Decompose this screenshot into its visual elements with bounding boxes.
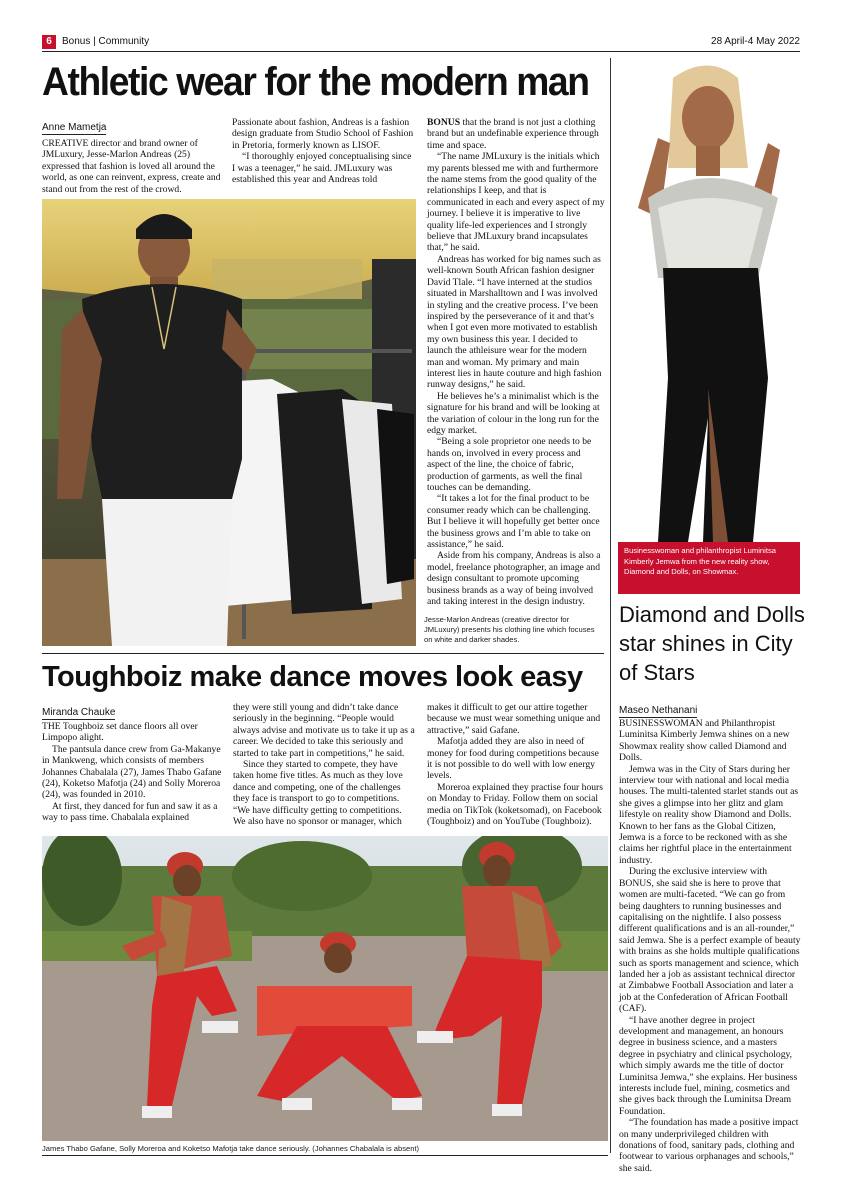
dance-crew-photo xyxy=(42,836,608,1141)
article2-byline xyxy=(42,702,115,720)
article2-headline: Toughboiz make dance moves look easy xyxy=(42,661,583,693)
paragraph: He believes he’s a minimalist which is the signature for his brand and will be looking at the variation of colour in the long run for the edgy market. xyxy=(427,390,600,436)
photo-illustration xyxy=(42,199,416,646)
byline-text: Anne Mametja xyxy=(42,122,107,133)
paragraph: Andreas has worked for big names such as well-known South African fashion designer David Tlale. “I have interned at the studios situated in Marshalltown and I was involved in styling and the creative process. I’ve been inspired by the perseverance of it and that’s when I got even more motivated to establish my own business this year. I decided to launch the athleisure wear for the modern man and woman. My primary and main interest lies in haute couture and high fashion runway designs,” he said. xyxy=(427,253,602,391)
paragraph: they were still young and didn’t take dance seriously in the beginning. “People would always advise and motivate us to take it up as a career. We decided to take this seriously and started to take part in competitions,” he said. xyxy=(233,702,415,759)
header-rule xyxy=(42,51,800,52)
issue-date: 28 April-4 May 2022 xyxy=(711,36,800,47)
sidebar-photo-caption: Businesswoman and philanthropist Luminitsa Kimberly Jemwa from the new reality show, Diamond and Dolls, on Showmax. xyxy=(618,542,800,594)
article1-photo-caption: Jesse-Marlon Andreas (creative director for JMLuxury) presents his clothing line which focuses on white and darker shades. xyxy=(424,615,595,644)
paragraph: Moreroa explained they practise four hours on Monday to Friday. Follow them on social media on TikTok (koketsomad), on Facebook (Toughboiz) and on YouTube (Toughboiz). xyxy=(427,781,603,828)
article2-col3 xyxy=(427,702,605,827)
paragraph: Since they started to compete, they have taken home five titles. As much as they love dance and competing, one of the challenges they face is transport to go to competitions. “We have difficulty getting to competitions. We also have no sponsor or manager, which xyxy=(233,759,403,828)
fashion-designer-photo xyxy=(42,199,416,646)
paragraph xyxy=(427,117,605,151)
byline-text: Maseo Nethanani xyxy=(619,705,698,716)
article2-photo-caption: James Thabo Gafane, Solly Moreroa and Koketso Mafotja take dance seriously. (Johannes Chabalala is absent) xyxy=(42,1144,420,1153)
byline-text: Miranda Chauke xyxy=(42,707,116,718)
paragraph: Jemwa was in the City of Stars during her interview tour with national and local media houses. The multi-talented starlet stands out as she gives a glimpse into her glitz and glam lifestyle on reality show Diamond and Dolls. Known to her fans as the Global Citizen, Jemwa is a force to be reckoned with as she claims her rightful place in the entertainment industry. xyxy=(619,763,799,866)
paragraph: THE Toughboiz set dance floors all over Limpopo alight. xyxy=(42,721,198,744)
article1-headline: Athletic wear for the modern man xyxy=(42,60,589,104)
paragraph: Aside from his company, Andreas is also a model, freelance photographer, an image and design consultant to promote upcoming business brands as a way of being involved and taking interest in the design industry. xyxy=(427,550,601,608)
paragraph: The pantsula dance crew from Ga-Makanye in Mankweng, which consists of members Johannes Chabalala (27), James Thabo Gafane (24), Koketso Mafotja (24) and Solly Moreroa (24), was founded in 2010. xyxy=(42,743,222,801)
photo-illustration xyxy=(42,836,608,1141)
paragraph: During the exclusive interview with BONUS, she said she is here to prove that women are multi-faceted. “We can go from being daughters to running businesses and capitalising on the nightlife. I also possess different qualifications and is an all-rounder,” said Jemwa. She is a perfect example of beauty with brains as she holds multiple qualifications such as sports management and science, which landed her a job as assistant technical director at Zimbabwe Football Association and later a job at the Confederation of African Football (CAF). xyxy=(619,866,801,1015)
article1-col2 xyxy=(232,117,414,185)
paragraph: makes it difficult to get our attire together because we must wear something unique and attractive,” said Gafane. xyxy=(427,702,601,736)
sidebar-body xyxy=(619,718,801,1174)
paragraph: Mafotja added they are also in need of money for food during competitions because it is not possible to do well with low energy levels. xyxy=(427,736,599,782)
paragraph: “The foundation has made a positive impact on many underprivileged children with donations of food, sanitary pads, clothing and footwear to various orphanages and schools,” she said. xyxy=(619,1117,799,1174)
article1-col3 xyxy=(427,117,605,607)
paragraph: Passionate about fashion, Andreas is a fashion design graduate from Studio School of Fashion in Pretoria, formerly known as LISOF. xyxy=(232,117,414,151)
article1-col1 xyxy=(42,138,222,195)
photo-illustration xyxy=(618,58,800,542)
bottom-rule xyxy=(42,1155,608,1156)
page-number: 6 xyxy=(42,35,56,49)
paragraph: CREATIVE director and brand owner of JMLuxury, Jesse-Marlon Andreas (25) expressed that fashion is loved all around the world, as one can reinvent, express, create and stand out from the rest of the crowd. xyxy=(42,138,221,195)
article2-col2 xyxy=(233,702,415,827)
column-divider xyxy=(610,58,611,1153)
paragraph: “Being a sole proprietor one needs to be hands on, involved in every process and aspect of the line, the choice of fabric, production of garments, as well the final touches can be demanding. xyxy=(427,436,592,493)
sidebar-headline: Diamond and Dolls star shines in City of Stars xyxy=(619,602,805,685)
section-rule xyxy=(42,653,604,654)
paragraph-text: that the brand is not just a clothing brand but an undefinable experience through time and space. xyxy=(427,117,599,151)
paragraph: “I have another degree in project development and management, an honours degree in business science, and a masters degree in psychiatry and clinical psychology, which simply awards me the title of doctor Luminitsa Jemwa,” she explains. Her business interests include fuel, mining, cosmetics and she gives back through the Luminitsa Dream Foundation. xyxy=(619,1014,798,1117)
celebrity-photo xyxy=(618,58,800,542)
paragraph: At first, they danced for fun and saw it as a way to pass time. Chabalala explained xyxy=(42,800,218,824)
lead-word: BONUS xyxy=(427,117,461,128)
article1-byline xyxy=(42,117,106,135)
paragraph: BUSINESSWOMAN and Philanthropist Luminitsa Kimberly Jemwa shines on a new Showmax reality show called Diamond and Dolls. xyxy=(619,718,790,764)
paragraph: “It takes a lot for the final product to be consumer ready which can be challenging. But I believe it will hopefully get better once the business grows and I’m able to take on assistance,” he said. xyxy=(427,493,600,551)
article2-col1 xyxy=(42,721,224,824)
paragraph: “I thoroughly enjoyed conceptualising since I was a teenager,” he said. JMLuxury was established this year and Andreas told xyxy=(232,151,412,186)
paragraph: “The name JMLuxury is the initials which my parents blessed me with and furthermore the name stems from the good quality of the relationships I keep, and that is communicated in each and every aspect of my journey. I believe it is imperative to live quality life-led experiences and I strongly believe that JMLuxury brand incapsulates that,” he said. xyxy=(427,151,605,254)
sidebar-byline xyxy=(619,700,697,718)
section-label: Bonus | Community xyxy=(62,36,150,47)
